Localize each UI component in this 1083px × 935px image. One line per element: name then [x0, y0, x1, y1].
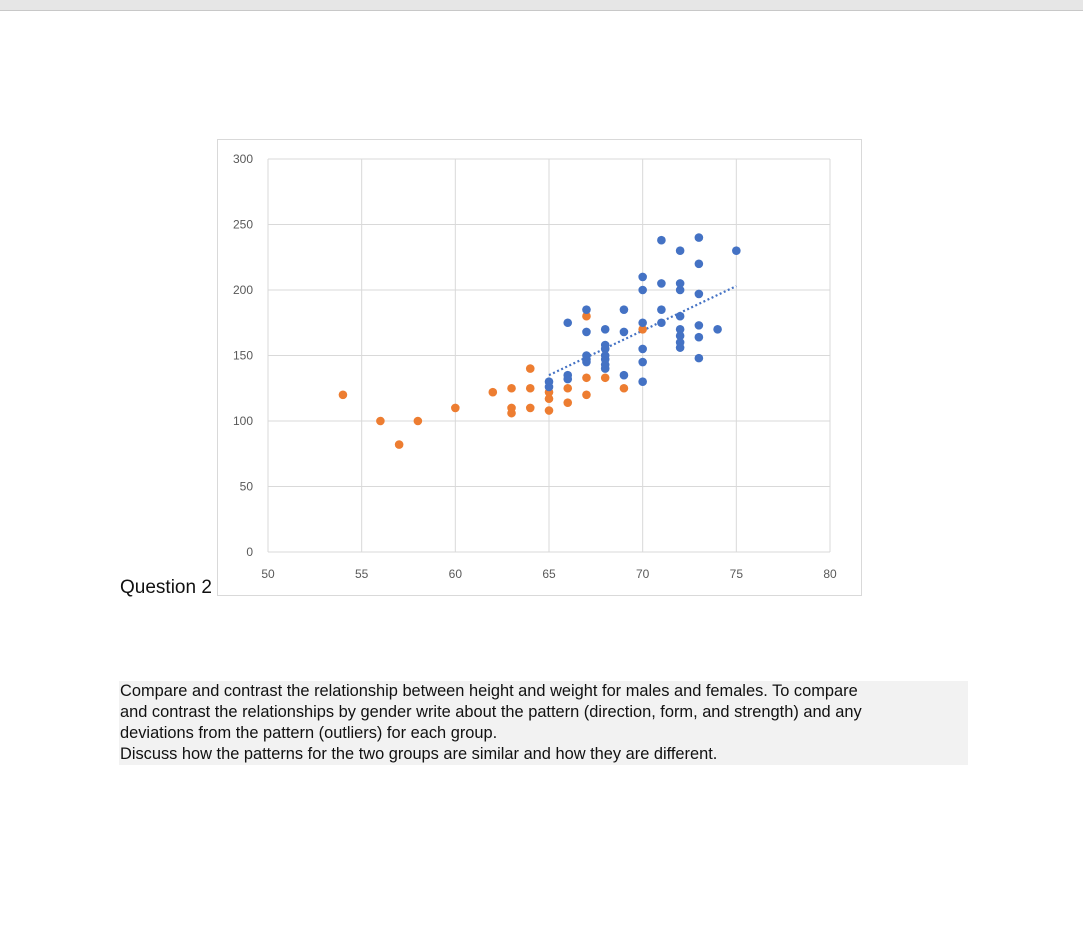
female-data-point — [395, 440, 404, 449]
male-data-point — [620, 371, 629, 380]
prompt-line-4: Discuss how the patterns for the two groups are similar and how they are different. — [120, 745, 718, 763]
male-data-point — [695, 354, 704, 363]
x-tick-label: 80 — [823, 567, 837, 581]
question-prompt — [119, 681, 968, 765]
female-data-point — [563, 384, 572, 393]
prompt-line-1: Compare and contrast the relationship between height and weight for males and females. To compare — [120, 682, 858, 700]
y-tick-label: 300 — [232, 152, 253, 166]
question-label: Question 2 — [120, 577, 212, 598]
female-data-point — [526, 364, 535, 373]
female-data-point — [526, 404, 535, 413]
female-data-point — [451, 404, 460, 413]
male-data-point — [601, 325, 610, 334]
male-data-point — [676, 286, 685, 295]
male-data-point — [676, 312, 685, 321]
male-data-point — [563, 375, 572, 384]
male-data-point — [601, 364, 610, 373]
male-data-point — [563, 318, 572, 327]
male-data-point — [657, 318, 666, 327]
male-data-point — [638, 286, 647, 295]
male-data-point — [657, 236, 666, 245]
female-data-point — [582, 391, 591, 400]
male-data-point — [695, 290, 704, 299]
male-data-point — [676, 343, 685, 352]
female-data-point — [601, 373, 610, 382]
male-data-point — [695, 260, 704, 269]
male-data-point — [657, 279, 666, 288]
female-data-point — [545, 394, 554, 403]
prompt-line-3: deviations from the pattern (outliers) for each group. — [120, 724, 498, 742]
y-tick-label: 250 — [232, 217, 253, 232]
top-toolbar-strip — [0, 0, 1083, 11]
male-data-point — [620, 328, 629, 337]
female-data-point — [414, 417, 423, 426]
male-data-point — [638, 273, 647, 282]
prompt-line-2: and contrast the relationships by gender write about the pattern (direction, form, and strength) and any — [120, 703, 862, 721]
female-data-point — [582, 373, 591, 382]
male-data-point — [545, 383, 554, 392]
male-data-point — [732, 246, 741, 255]
male-data-point — [713, 325, 722, 334]
y-tick-label: 50 — [239, 479, 253, 494]
scatter-chart[interactable] — [217, 139, 862, 596]
y-tick-label: 100 — [232, 414, 253, 428]
female-data-point — [489, 388, 498, 397]
y-tick-label: 150 — [232, 348, 253, 363]
x-tick-label: 60 — [448, 567, 463, 581]
male-data-point — [695, 233, 704, 242]
female-data-point — [545, 406, 554, 415]
male-data-point — [620, 305, 629, 314]
female-data-point — [507, 409, 516, 418]
male-data-point — [638, 345, 647, 354]
x-tick-label: 55 — [354, 567, 369, 581]
male-data-point — [657, 305, 666, 314]
y-tick-label: 0 — [246, 545, 253, 559]
y-tick-label: 200 — [232, 283, 253, 297]
x-tick-label: 75 — [729, 567, 744, 581]
female-data-point — [620, 384, 629, 393]
male-data-point — [582, 328, 591, 337]
female-data-point — [563, 398, 572, 407]
male-data-point — [695, 321, 704, 330]
female-data-point — [507, 384, 516, 393]
x-tick-label: 50 — [261, 567, 275, 581]
male-data-point — [695, 333, 704, 342]
male-data-point — [676, 246, 685, 255]
scatter-chart-svg — [218, 140, 861, 595]
male-data-point — [582, 358, 591, 367]
male-data-point — [582, 305, 591, 314]
female-data-point — [526, 384, 535, 393]
female-data-point — [376, 417, 385, 426]
x-tick-label: 65 — [542, 567, 556, 581]
x-tick-label: 70 — [635, 567, 650, 581]
male-data-point — [638, 377, 647, 386]
male-data-point — [638, 358, 647, 367]
female-data-point — [339, 391, 348, 400]
male-data-point — [638, 318, 647, 327]
